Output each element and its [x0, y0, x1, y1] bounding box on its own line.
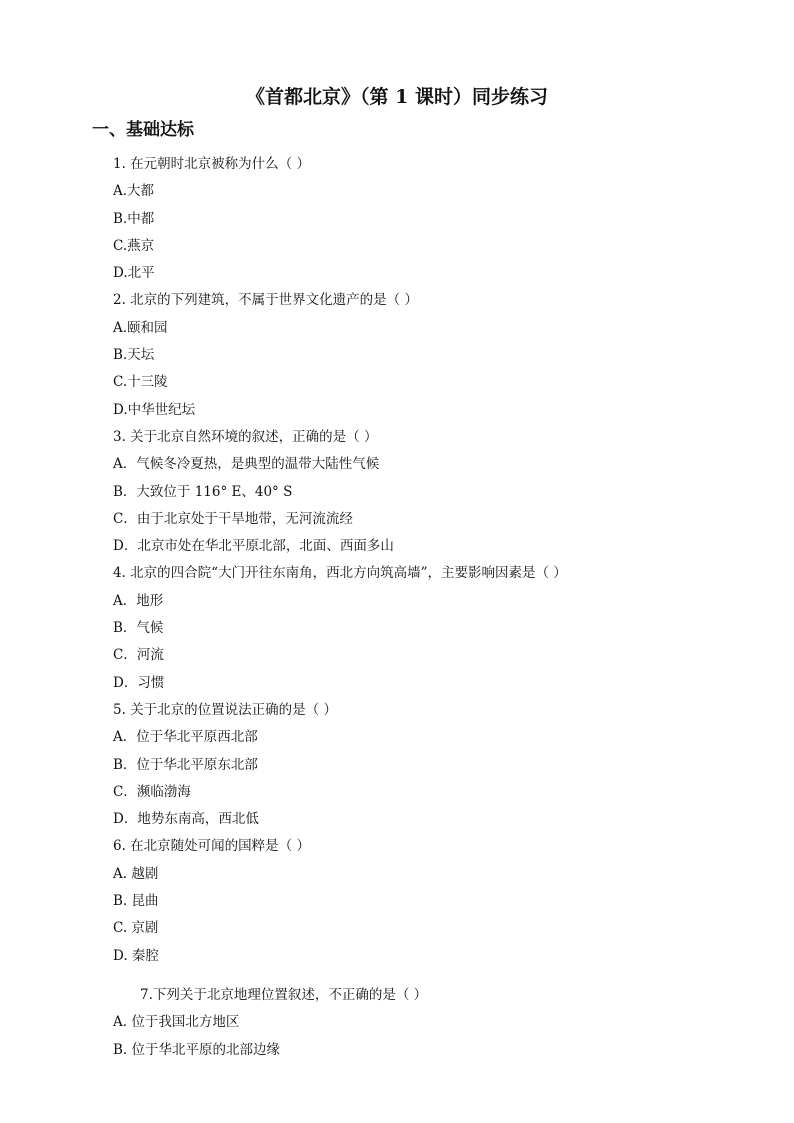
question-stem: 1. 在元朝时北京被称为什么（ ）	[113, 156, 310, 172]
question-stem: 3. 关于北京自然环境的叙述，正确的是（ ）	[113, 428, 378, 445]
answer-option: A．气候冬冷夏热，是典型的温带大陆性气候	[113, 456, 380, 473]
answer-option: A. 位于我国北方地区	[113, 1014, 240, 1031]
answer-option: B. 昆曲	[113, 893, 159, 910]
answer-option: D.中华世纪坛	[113, 401, 196, 418]
answer-option: C.燕京	[113, 237, 155, 254]
answer-option: C．由于北京处于干旱地带，无河流流经	[113, 510, 353, 527]
question-1	[113, 151, 753, 287]
question-stem: 5. 关于北京的位置说法正确的是（ ）	[113, 701, 337, 718]
answer-option: D.北平	[113, 265, 155, 282]
answer-option: B.天坛	[113, 347, 155, 364]
section-heading: 一、基础达标	[92, 120, 194, 140]
answer-option: B. 位于华北平原的北部边缘	[113, 1041, 281, 1058]
answer-option: D．北京市处在华北平原北部，北面、西面多山	[113, 538, 394, 555]
answer-option: B．气候	[113, 620, 164, 637]
answer-option: C．濒临渤海	[113, 783, 191, 800]
answer-option: A.颐和园	[113, 319, 168, 336]
question-5	[113, 697, 753, 833]
answer-option: A.大都	[113, 183, 155, 200]
question-stem: 6. 在北京随处可闻的国粹是（ ）	[113, 838, 310, 855]
question-stem: 4. 北京的四合院“大门开往东南角，西北方向筑高墙”，主要影响因素是（ ）	[113, 565, 567, 582]
answer-option: B.中都	[113, 210, 155, 227]
answer-option: A. 越剧	[113, 865, 159, 882]
question-2	[113, 287, 753, 423]
answer-option: D．习惯	[113, 674, 165, 691]
document-title: 《首都北京》（第 1 课时）同步练习	[246, 86, 548, 108]
question-list	[113, 151, 753, 1064]
answer-option: A．地形	[113, 592, 164, 609]
answer-option: D．地势东南高，西北低	[113, 811, 259, 828]
answer-option: B．大致位于 116° E、40° S	[113, 483, 293, 500]
answer-option: B．位于华北平原东北部	[113, 756, 258, 773]
answer-option: C．河流	[113, 647, 164, 664]
answer-option: C.十三陵	[113, 374, 168, 391]
answer-option: D. 秦腔	[113, 947, 159, 964]
question-4	[113, 560, 753, 696]
question-3	[113, 424, 753, 560]
question-7	[113, 982, 753, 1064]
question-stem: 7.下列关于北京地理位置叙述，不正确的是（ ）	[140, 986, 428, 1003]
answer-option: C. 京剧	[113, 920, 159, 937]
answer-option: A．位于华北平原西北部	[113, 729, 258, 746]
question-6	[113, 833, 753, 969]
question-stem: 2. 北京的下列建筑，不属于世界文化遗产的是（ ）	[113, 292, 418, 309]
